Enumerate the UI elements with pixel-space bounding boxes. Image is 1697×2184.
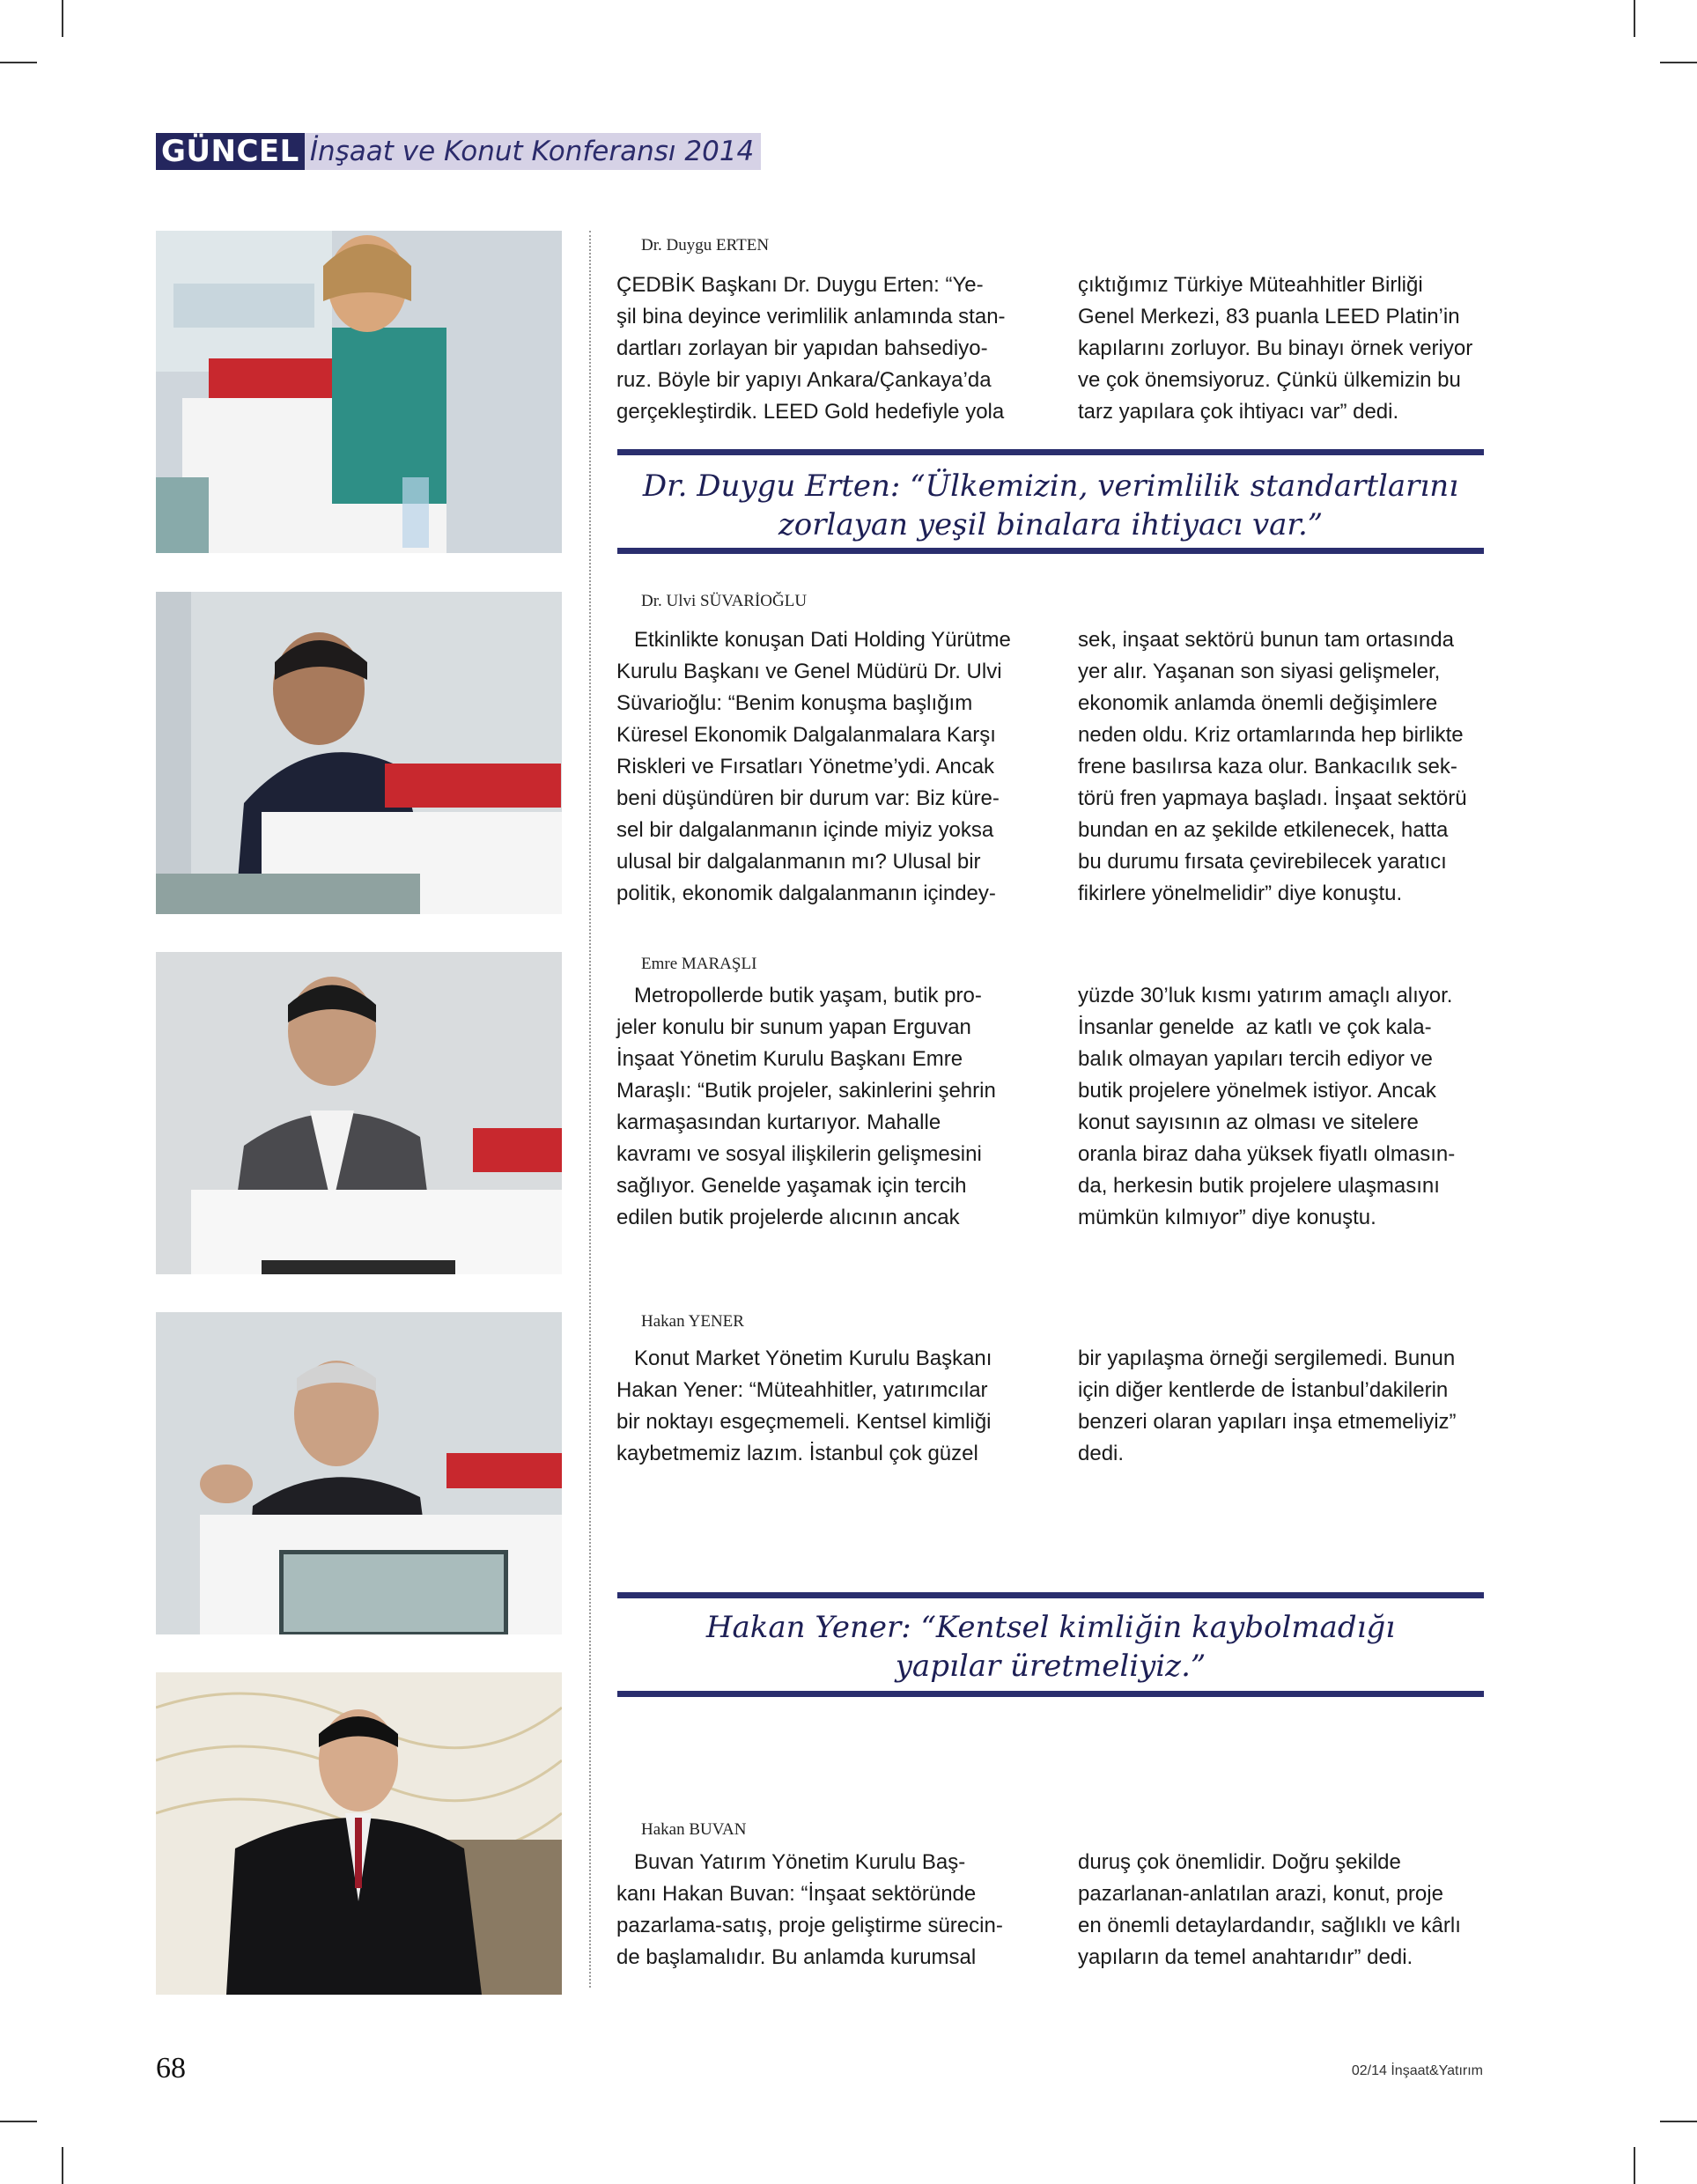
crop-mark	[1660, 2121, 1697, 2122]
photo-emre-marasli	[156, 952, 562, 1274]
photo-duygu-erten	[156, 231, 562, 553]
quote-bar-top	[617, 1592, 1484, 1598]
photo-hakan-buvan	[156, 1672, 562, 1995]
photo-caption: Hakan BUVAN	[641, 1820, 747, 1839]
issue-label: 02/14 İnşaat&Yatırım	[1351, 2063, 1483, 2078]
quote-bar-bottom	[617, 1691, 1484, 1697]
pull-quote: Dr. Duygu Erten: “Ülkemizin, verimlilik standartlarını zorlayan yeşil binalara ihtiyacı var.”	[642, 469, 1459, 542]
article-text-left: Metropollerde butik yaşam, butik pro- jeler konulu bir sunum yapan Erguvan İnşaat Yönetim Kurulu Başkanı Emre Maraşlı: “Butik projeler, sakinlerini şehrin karmaşasından kurtarıyor. Mahalle kavramı ve sosyal ilişkilerin gelişmesini sağlıyor. Genelde yaşamak için tercih edilen butik projelerde alıcının ancak	[616, 984, 996, 1229]
crop-mark	[1634, 0, 1635, 37]
article-text-left: Etkinlikte konuşan Dati Holding Yürütme Kurulu Başkanı ve Genel Müdürü Dr. Ulvi Süvarioğlu: “Benim konuşma başlığım Küresel Ekonomik Dalgalanmalara Karşı Riskleri ve Fırsatları Yönetme’ydi. Ancak beni düşündüren bir durum var: Biz küre- sel bir dalgalanmanın içinde miyiz yoksa ulusal bir dalgalanmanın mı? Ulusal bir politik, ekonomik dalgalanmanın içindey-	[616, 628, 1011, 905]
photo-caption: Dr. Ulvi SÜVARİOĞLU	[641, 592, 808, 610]
crop-mark	[62, 2147, 63, 2184]
quote-bar-bottom	[617, 548, 1484, 554]
article-text-right: bir yapılaşma örneği sergilemedi. Bunun için diğer kentlerde de İstanbul’dakilerin benzeri olaran yapıları inşa etmemeliyiz” dedi.	[1078, 1347, 1457, 1465]
photo-hakan-yener	[156, 1312, 562, 1634]
crop-mark	[1660, 62, 1697, 63]
article-text-left: ÇEDBİK Başkanı Dr. Duygu Erten: “Ye- şil bina deyince verimlilik anlamında stan- dartları zorlayan bir yapıdan bahsediyo- ruz. Böyle bir yapıyı Ankara/Çankaya’da gerçekleştirdik. LEED Gold hedefiyle yola	[616, 273, 1006, 424]
photo-caption: Hakan YENER	[641, 1312, 744, 1331]
photo-caption: Emre MARAŞLI	[641, 955, 757, 973]
photo-ulvi-suvarioglu	[156, 592, 562, 914]
quote-bar-top	[617, 449, 1484, 455]
crop-mark	[1634, 2147, 1635, 2184]
column-divider	[589, 231, 591, 1988]
article-text-right: çıktığımız Türkiye Müteahhitler Birliği Genel Merkezi, 83 puanla LEED Platin’in kapılarını zorluyor. Bu binayı örnek veriyor ve çok önemsiyoruz. Çünkü ülkemizin bu tarz yapılara çok ihtiyacı var” dedi.	[1078, 273, 1473, 424]
article-text-right: duruş çok önemlidir. Doğru şekilde pazarlanan-anlatılan arazi, konut, proje en önemli detaylardandır, sağlıklı ve kârlı yapıların da temel anahtarıdır” dedi.	[1078, 1850, 1461, 1969]
page-number: 68	[156, 2052, 186, 2084]
article-text-right: sek, inşaat sektörü bunun tam ortasında yer alır. Yaşanan son siyasi gelişmeler, ekonomik anlamda önemli değişimlere neden oldu. Kriz ortamlarında hep birlikte frene basılırsa kaza olur. Bankacılık sek- törü fren yapmaya başladı. İnşaat sektörü bundan en az şekilde etkilenecek, hatta bu durumu fırsata çevirebilecek yaratıcı fikirlere yönelmelidir” diye konuştu.	[1078, 628, 1467, 905]
section-label: GÜNCEL	[156, 133, 305, 170]
article-text-left: Buvan Yatırım Yönetim Kurulu Baş- kanı Hakan Buvan: “İnşaat sektöründe pazarlama-satış, proje geliştirme sürecin- de başlamalıdır. Bu anlamda kurumsal	[616, 1850, 1003, 1969]
photo-caption: Dr. Duygu ERTEN	[641, 236, 770, 255]
article-text-right: yüzde 30’luk kısmı yatırım amaçlı alıyor. İnsanlar genelde az katlı ve çok kala- balık olmayan yapıları tercih ediyor ve butik projelere yönelmek istiyor. Ancak konut sayısının az olması ve sitelere oranla biraz daha yüksek fiyatlı olmasın- da, herkesin butik projelere ulaşmasını mümkün kılmıyor” diye konuştu.	[1078, 984, 1456, 1229]
crop-mark	[0, 2121, 37, 2122]
page-header	[156, 133, 761, 170]
pull-quote: Hakan Yener: “Kentsel kimliğin kaybolmadığı yapılar üretmeliyiz.”	[705, 1610, 1396, 1684]
header-title: İnşaat ve Konut Konferansı 2014	[305, 133, 761, 170]
crop-mark	[0, 62, 37, 63]
article-text-left: Konut Market Yönetim Kurulu Başkanı Hakan Yener: “Müteahhitler, yatırımcılar bir noktayı esgeçmemeli. Kentsel kimliği kaybetmemiz lazım. İstanbul çok güzel	[616, 1347, 992, 1465]
crop-mark	[62, 0, 63, 37]
